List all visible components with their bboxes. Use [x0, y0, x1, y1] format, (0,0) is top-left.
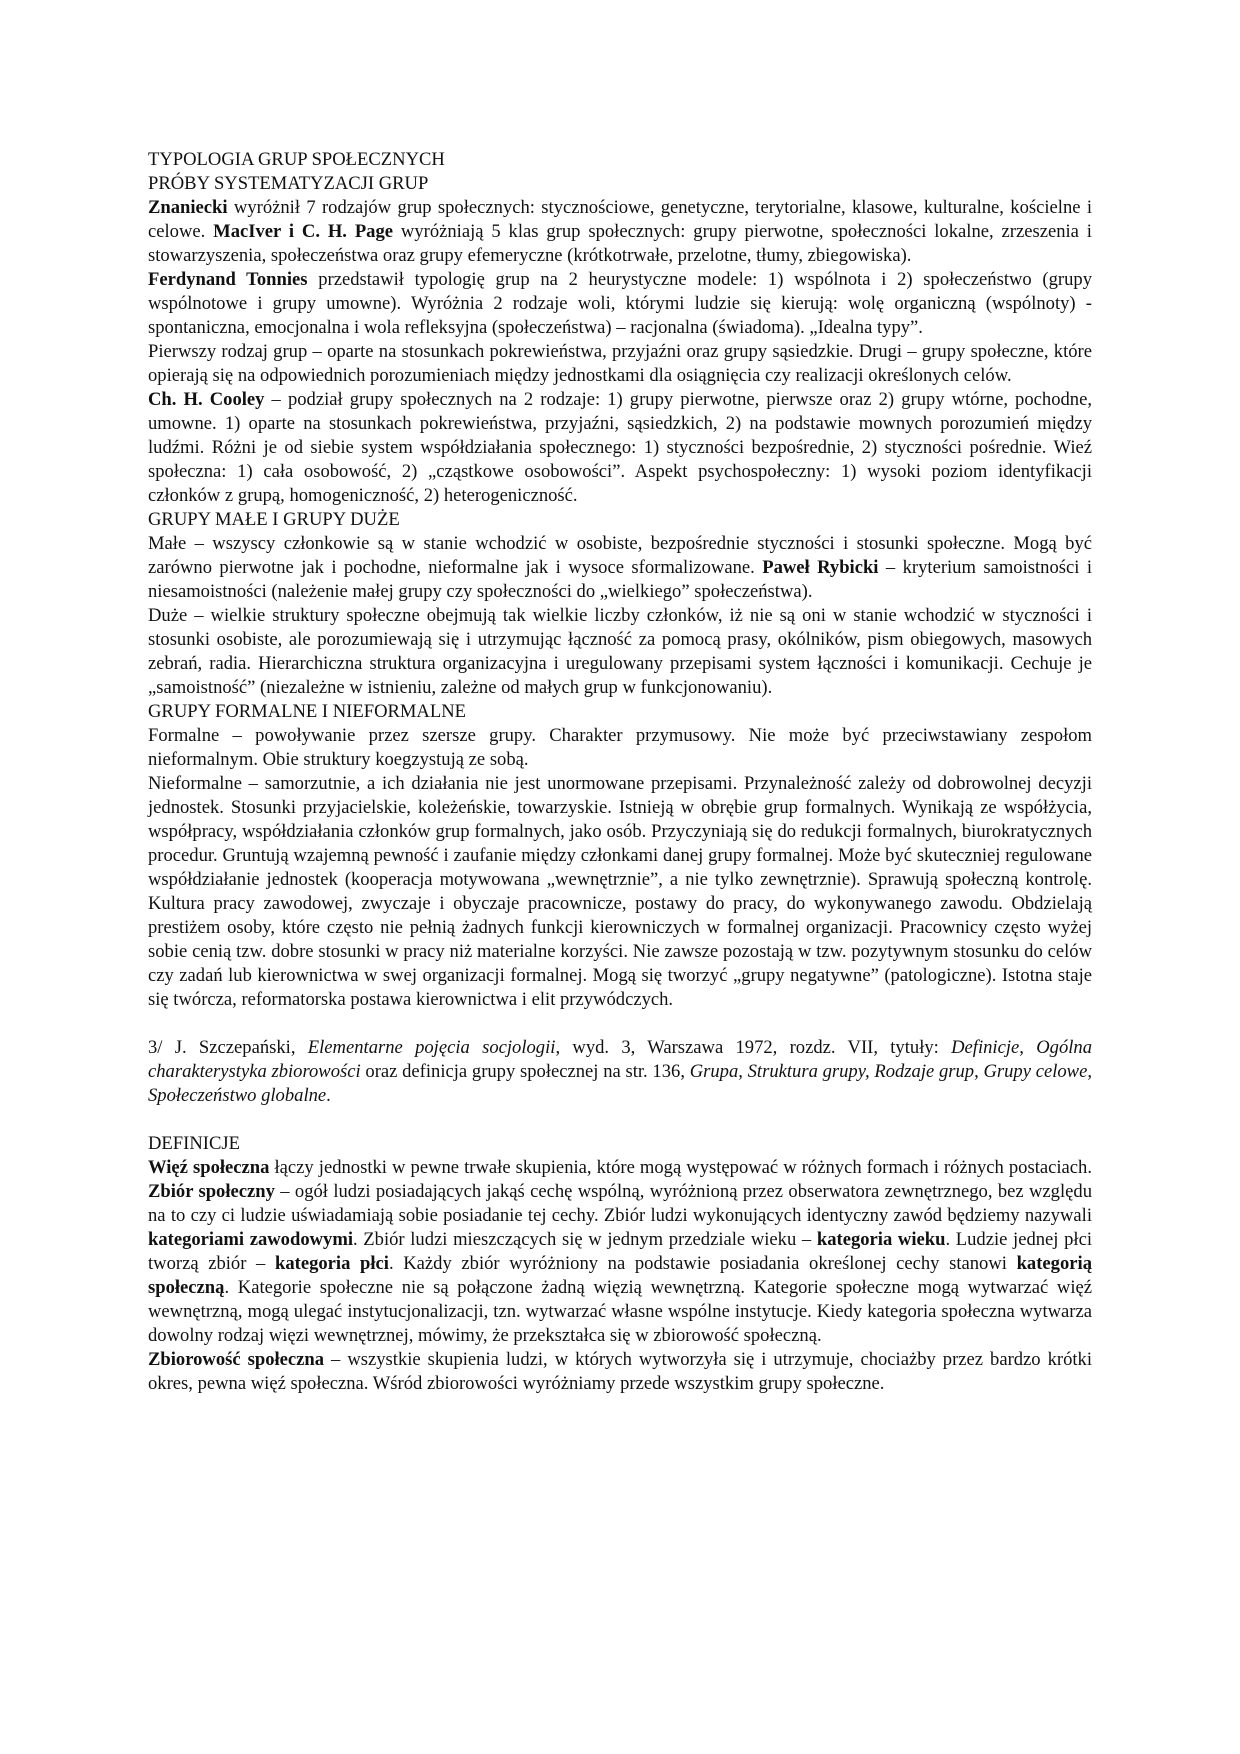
paragraph-text: . Zbiór ludzi mieszczących się w jednym przedziale wieku – — [353, 1229, 817, 1250]
paragraph-group-types: Pierwszy rodzaj grup – oparte na stosunkach pokrewieństwa, przyjaźni oraz grupy sąsiedzkie. Drugi – grupy społeczne, które opierają się na odpowiednich porozumieniach między jednostkami dla osiągnięcia czy realizacji określonych celów. — [148, 341, 1092, 386]
paragraph-text: – wszystkie skupienia ludzi, w których wytworzyła się i utrzymuje, chociażby przez bardzo krótki okres, pewna więź społeczna. Wśród zbiorowości wyróżniamy przede wszystkim grupy społeczne. — [148, 1349, 1093, 1394]
paragraph-text: przedstawił typologię grup na 2 heurystyczne modele: 1) wspólnota i 2) społeczeństwo (grupy wspólnotowe i grupy umowne). Wyróżnia 2 rodzaje woli, którymi ludzie się kierują: wolę organiczną (wspólnoty) - spontaniczna, emocjonalna i wola refleksyjna (społeczeństwa) – racjonalna (świadoma). „Idealna typy”. — [148, 269, 1092, 338]
author-name: Paweł Rybicki — [762, 557, 879, 578]
paragraph-text: łączy jednostki w pewne trwałe skupienia, które mogą występować w różnych formach i różnych postaciach. — [269, 1157, 1092, 1178]
paragraph-text: – podział grupy społecznych na 2 rodzaje: 1) grupy pierwotne, pierwsze oraz 2) grupy wtórne, pochodne, umowne. 1) oparte na stosunkach pokrewieństwa, przyjaźni, sąsiedzkich, 2) na podstawie mownych porozumień między ludźmi. Różni je od siebie system współdziałania społecznego: 1) styczności bezpośrednie, 2) styczności pośrednie. Wieź społeczna: 1) cała osobowość, 2) „cząstkowe osobowości”. Aspekt psychospołeczny: 1) wysoki poziom identyfikacji członków z grupą, homogeniczność, 2) heterogeniczność. — [148, 389, 1092, 506]
paragraph-social-bond — [148, 1156, 1092, 1348]
section-heading-small-large: GRUPY MAŁE I GRUPY DUŻE — [148, 509, 400, 530]
document-page — [148, 148, 1092, 1396]
reference-text: 3/ J. Szczepański, — [148, 1037, 308, 1058]
paragraph-text: – kryterium samoistności i niesamoistności (należenie małej grupy czy społeczności do „wielkiego” społeczeństwa). — [148, 557, 1092, 602]
paragraph-text: Małe – wszyscy członkowie są w stanie wchodzić w osobiste, bezpośrednie styczności i stosunki społeczne. Mogą być zarówno pierwotne jak i pochodne, nieformalne jak i wysoce sformalizowane. — [148, 533, 1092, 578]
paragraph-text: wyróżniają 5 klas grup społecznych: grupy pierwotne, społeczności lokalne, zrzeszenia i stowarzyszenia, społeczeństwa oraz grupy efemeryczne (krótkotrwałe, przelotne, tłumy, zbiegowiska). — [148, 221, 1092, 266]
paragraph-text: wyróżnił 7 rodzajów grup społecznych: stycznościowe, genetyczne, terytorialne, klasowe, kulturalne, kościelne i celowe. — [148, 197, 1092, 242]
author-name: MacIver i C. H. Page — [213, 221, 394, 242]
term: kategoria wieku — [816, 1229, 946, 1250]
term: kategoria płci — [275, 1253, 389, 1274]
reference-text: oraz definicja grupy społecznej na str. 136, — [360, 1061, 690, 1082]
term: Zbiór społeczny — [148, 1181, 275, 1202]
document-title: TYPOLOGIA GRUP SPOŁECZNYCH — [148, 149, 445, 170]
section-heading-definitions: DEFINICJE — [148, 1133, 240, 1154]
paragraph-znaniecki — [148, 196, 1092, 268]
paragraph-text: – ogół ludzi posiadających jakąś cechę wspólną, wyróżnioną przez obserwatora zewnętrznego, bez względu na to czy ci ludzie uświadamiają sobie posiadanie tej cechy. Zbiór ludzi wykonujących identyczny zawód będziemy nazywali — [148, 1181, 1092, 1226]
blank-line — [148, 1012, 1092, 1036]
paragraph-cooley — [148, 388, 1092, 508]
author-name: Ferdynand Tonnies — [148, 269, 308, 290]
chapter-titles: Grupa, Struktura grupy, Rodzaje grup, Grupy celowe, Społeczeństwo globalne — [148, 1061, 1092, 1106]
reference-text: . — [326, 1085, 331, 1106]
author-name: Znaniecki — [148, 197, 228, 218]
book-title: Elementarne pojęcia socjologii — [307, 1037, 556, 1058]
term: kategoriami zawodowymi — [148, 1229, 353, 1250]
paragraph-small-groups — [148, 532, 1092, 604]
paragraph-informal: Nieformalne – samorzutnie, a ich działania nie jest unormowane przepisami. Przynależność zależy od dobrowolnej decyzji jednostek. Stosunki przyjacielskie, koleżeńskie, towarzyskie. Istnieją w obrębie grup formalnych. Wynikają ze współżycia, współpracy, współdziałania członków grup formalnych, jako osób. Przyczyniają się do redukcji formalnych, biurokratycznych procedur. Gruntują wzajemną pewność i zaufanie między członkami danej grupy formalnej. Może być skuteczniej regulowane współdziałanie jednostek (kooperacja motywowana „wewnętrznie”, a nie tylko zewnętrznie). Sprawują społeczną kontrolę. Kultura pracy zawodowej, zwyczaje i obyczaje pracownicze, postawy do pracy, do wykonywanego zawodu. Obdzielają prestiżem osoby, które często nie pełnią żadnych funkcji kierowniczych w formalnej organizacji. Pracownicy często wyżej sobie cenią tzw. dobre stosunki w pracy niż materialne korzyści. Nie zawsze pozostają w tzw. pozytywnym stosunku do celów czy zadań lub kierownictwa w swej organizacji formalnej. Mogą się tworzyć „grupy negatywne” (patologiczne). Istotna staje się twórcza, reformatorska postawa kierownictwa i elit przywódczych. — [148, 773, 1092, 1010]
paragraph-large-groups: Duże – wielkie struktury społeczne obejmują tak wielkie liczby członków, iż nie są oni w stanie wchodzić w styczności i stosunki osobiste, ale porozumiewają się i utrzymując łączność za pomocą prasy, okólników, pism obiegowych, masowych zebrań, radia. Hierarchiczna struktura organizacyjna i uregulowany przepisami system łączności i komunikacji. Cechuje je „samoistność” (niezależne w istnieniu, zależne od małych grup w funkcjonowaniu). — [148, 605, 1092, 698]
term: Więź społeczna — [148, 1157, 270, 1178]
term: Zbiorowość społeczna — [148, 1349, 325, 1370]
section-heading-systematization: PRÓBY SYSTEMATYZACJI GRUP — [148, 173, 429, 194]
paragraph-collectivity — [148, 1348, 1092, 1396]
reference-text: , wyd. 3, Warszawa 1972, rozdz. VII, tytuły: — [555, 1037, 952, 1058]
reference-note — [148, 1036, 1092, 1108]
author-name: Ch. H. Cooley — [148, 389, 265, 410]
blank-line — [148, 1108, 1092, 1132]
chapter-titles: Definicje, Ogólna charakterystyka zbiorowości — [148, 1037, 1092, 1082]
paragraph-text: . Kategorie społeczne nie są połączone żadną więzią wewnętrzną. Kategorie społeczne mogą wytwarzać więź wewnętrzną, mogą ulegać instytucjonalizacji, tzn. wytwarzać własne wspólne instytucje. Kiedy kategoria społeczna wytwarza dowolny rodzaj więzi wewnętrznej, mówimy, że przekształca się w zbiorowość społeczną. — [148, 1277, 1092, 1346]
paragraph-tonnies — [148, 268, 1092, 340]
section-heading-formal-informal: GRUPY FORMALNE I NIEFORMALNE — [148, 701, 467, 722]
term: kategorią społeczną — [148, 1253, 1092, 1298]
paragraph-formal: Formalne – powoływanie przez szersze grupy. Charakter przymusowy. Nie może być przeciwstawiany zespołom nieformalnym. Obie struktury koegzystują ze sobą. — [148, 725, 1092, 770]
paragraph-text: . Ludzie jednej płci tworzą zbiór – — [148, 1229, 1092, 1274]
paragraph-text: . Każdy zbiór wyróżniony na podstawie posiadania określonej cechy stanowi — [388, 1253, 1017, 1274]
